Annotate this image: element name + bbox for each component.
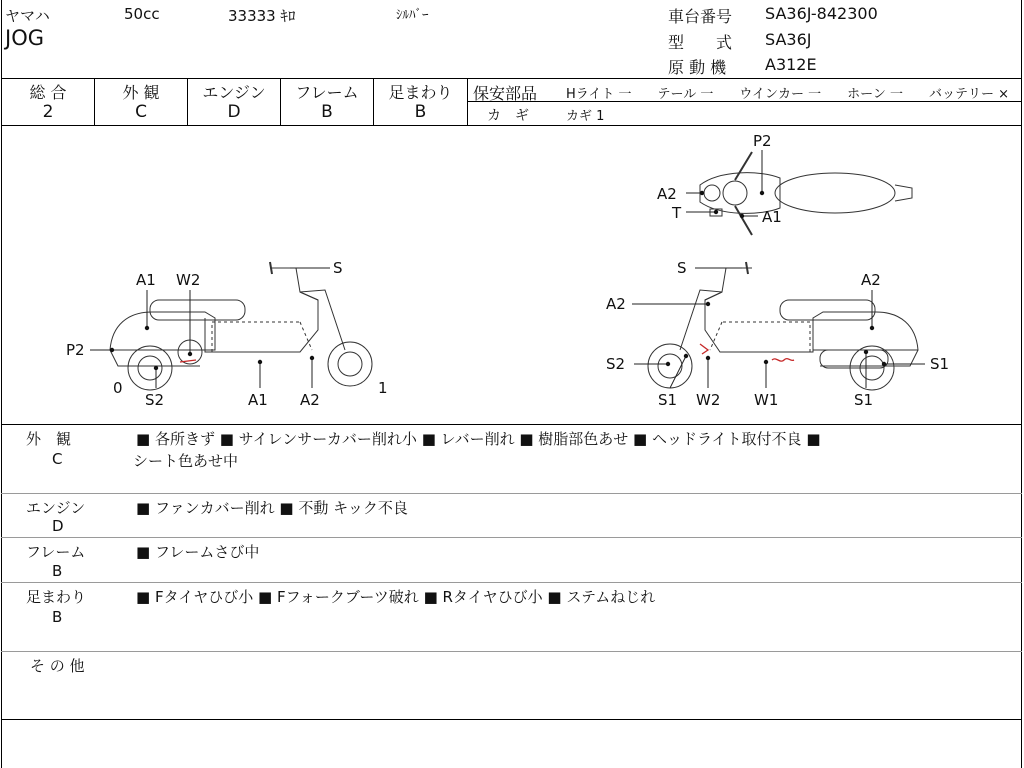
grade-suspension-value: B xyxy=(414,102,427,122)
divider-remark-1 xyxy=(1,493,1022,494)
divider-remark-3 xyxy=(1,582,1022,583)
label-right-s1-right: S1 xyxy=(930,355,950,373)
label-right-s2: S2 xyxy=(606,355,626,373)
divider-remark-4 xyxy=(1,651,1022,652)
remark-engine-label: エンジン xyxy=(26,499,86,517)
chassis-label: 車台番号 xyxy=(668,7,733,26)
label-right-s1-left: S1 xyxy=(658,391,678,409)
remark-suspension-line1: ■ Fタイヤひび小 ■ Fフォークブーツ破れ ■ Rタイヤひび小 ■ ステムねじれ xyxy=(136,588,656,606)
remark-suspension-label: 足まわり xyxy=(26,588,87,606)
label-right-s-top: S xyxy=(677,259,687,277)
label-left-one: 1 xyxy=(378,379,388,397)
remark-engine-line1: ■ ファンカバー削れ ■ 不動 キック不良 xyxy=(136,499,408,517)
label-left-p2: P2 xyxy=(66,341,85,359)
damage-diagram xyxy=(0,125,1024,425)
grade-overall-label: 総 合 xyxy=(29,83,67,102)
remark-frame-line1: ■ フレームさび中 xyxy=(136,543,260,561)
key-value: カギ 1 xyxy=(566,109,605,124)
label-left-a2-bottom: A2 xyxy=(300,391,320,409)
safety-parts-items: Hライト 一 テール 一 ウインカー 一 ホーン 一 バッテリー × xyxy=(566,87,1010,102)
mileage-text: 33333 ｷﾛ xyxy=(228,7,296,25)
chassis-value: SA36J-842300 xyxy=(765,4,878,23)
other-label: そ の 他 xyxy=(30,657,85,675)
maker-text: ヤマハ xyxy=(5,7,50,25)
remark-exterior-label: 外 観 xyxy=(26,430,72,448)
grade-overall-value: 2 xyxy=(42,102,54,122)
label-left-a1-top: A1 xyxy=(136,271,156,289)
label-top-a2: A2 xyxy=(657,185,677,203)
label-right-a2-top: A2 xyxy=(861,271,881,289)
label-top-a1: A1 xyxy=(762,208,782,226)
remark-frame-label: フレーム xyxy=(26,543,86,561)
displacement-text: 50cc xyxy=(124,5,160,23)
remark-exterior-grade: C xyxy=(52,450,63,468)
grade-frame-value: B xyxy=(321,102,333,122)
key-label: カ ギ xyxy=(487,108,529,124)
grade-exterior-value: C xyxy=(135,102,147,122)
type-label: 型 式 xyxy=(668,33,733,52)
model-name: JOG xyxy=(5,26,44,50)
label-left-zero: 0 xyxy=(113,379,123,397)
label-left-a1-bottom: A1 xyxy=(248,391,268,409)
remark-exterior-line1: ■ 各所きず ■ サイレンサーカバー削れ小 ■ レバー削れ ■ 樹脂部色あせ ■ ヘッドライト取付不良 ■ xyxy=(136,430,821,448)
remark-exterior-line2: シート色あせ中 xyxy=(133,452,239,470)
divider-remark-2 xyxy=(1,537,1022,538)
grade-exterior-label: 外 観 xyxy=(122,83,160,102)
engine-model-label: 原 動 機 xyxy=(668,58,727,77)
divider-header xyxy=(1,78,1022,79)
color-text: ｼﾙﾊﾞｰ xyxy=(396,8,429,23)
label-left-s2: S2 xyxy=(145,391,165,409)
label-right-w1: W1 xyxy=(754,391,779,409)
label-top-t: T xyxy=(672,204,682,222)
divider-other xyxy=(1,719,1022,720)
remark-frame-grade: B xyxy=(52,562,63,580)
label-right-w2: W2 xyxy=(696,391,721,409)
label-left-w2-top: W2 xyxy=(176,271,201,289)
label-right-s1-bottom: S1 xyxy=(854,391,874,409)
remark-suspension-grade: B xyxy=(52,608,63,626)
label-left-s-top: S xyxy=(333,259,343,277)
grade-suspension-label: 足まわり xyxy=(388,83,453,102)
grade-col-5 xyxy=(467,78,468,125)
grade-engine-value: D xyxy=(227,102,241,122)
remark-engine-grade: D xyxy=(52,517,64,535)
engine-model-value: A312E xyxy=(765,55,817,74)
label-top-p2: P2 xyxy=(753,132,772,150)
type-value: SA36J xyxy=(765,30,812,49)
scooter-top-view xyxy=(700,152,912,235)
grade-engine-label: エンジン xyxy=(202,83,266,102)
grade-frame-label: フレーム xyxy=(295,83,359,102)
safety-parts-title: 保安部品 xyxy=(473,84,538,103)
label-right-a2-left: A2 xyxy=(606,295,626,313)
